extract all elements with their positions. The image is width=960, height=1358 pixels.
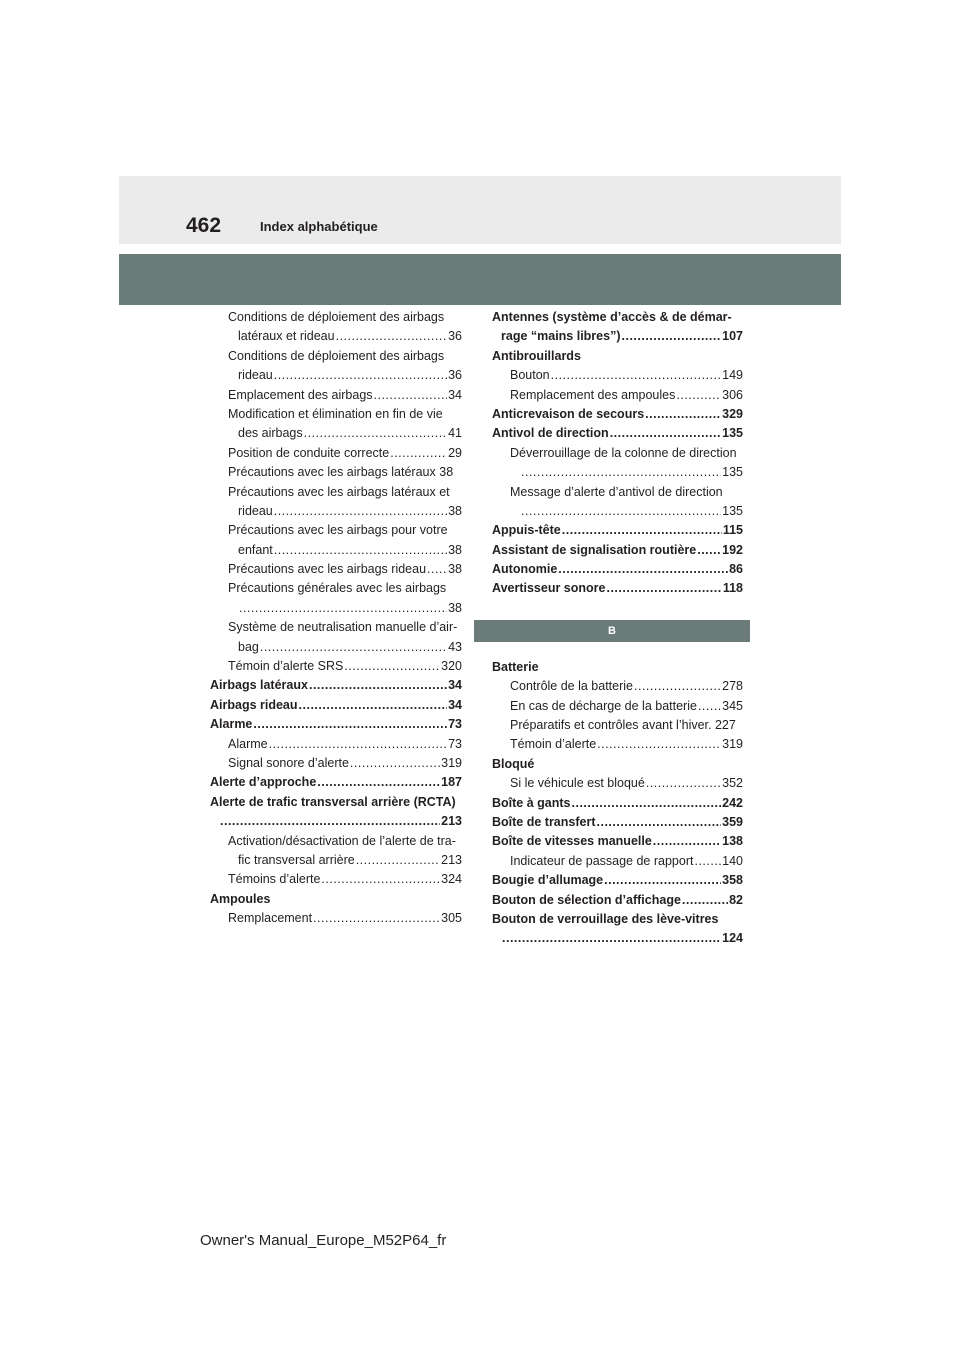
index-entry bbox=[492, 579, 743, 598]
index-entry bbox=[492, 794, 743, 813]
page-reference: 359 bbox=[722, 814, 743, 829]
index-entry bbox=[492, 424, 743, 443]
index-entry bbox=[210, 870, 462, 889]
index-entry bbox=[492, 386, 743, 405]
index-entry bbox=[210, 541, 462, 560]
dot-leader bbox=[521, 463, 721, 482]
entry-text: latéraux et rideau bbox=[238, 329, 335, 344]
dot-leader bbox=[558, 560, 728, 579]
letter-section-header: B bbox=[474, 620, 750, 642]
entry-text: Anticrevaison de secours bbox=[492, 406, 645, 421]
page-reference: 352 bbox=[722, 776, 743, 791]
dot-leader bbox=[274, 366, 447, 385]
index-heading bbox=[210, 793, 462, 812]
page-reference: 36 bbox=[448, 368, 462, 383]
entry-text: Antivol de direction bbox=[492, 426, 609, 441]
index-entry bbox=[492, 463, 743, 482]
index-column-right bbox=[492, 308, 743, 949]
dot-leader bbox=[606, 579, 721, 598]
entry-text: Antibrouillards bbox=[492, 348, 581, 363]
index-heading bbox=[210, 521, 462, 540]
entry-text: Précautions avec les airbags pour votre bbox=[228, 523, 448, 538]
entry-text: rage “mains libres”) bbox=[501, 329, 621, 344]
entry-text: Alerte d’approche bbox=[210, 775, 317, 790]
entry-text: des airbags bbox=[238, 426, 303, 441]
dot-leader bbox=[274, 541, 447, 560]
entry-text: En cas de décharge de la batterie bbox=[510, 698, 697, 713]
entry-text: Boîte à gants bbox=[492, 795, 571, 810]
dot-leader bbox=[350, 754, 440, 773]
index-entry bbox=[210, 638, 462, 657]
entry-text: Activation/désactivation de l’alerte de tra- bbox=[228, 833, 456, 848]
index-entry bbox=[210, 386, 462, 405]
index-heading bbox=[492, 308, 743, 327]
page-reference: 38 bbox=[448, 542, 462, 557]
index-heading bbox=[492, 347, 743, 366]
dot-leader bbox=[521, 502, 721, 521]
page-reference: 124 bbox=[722, 931, 743, 946]
entry-text: rideau bbox=[238, 368, 273, 383]
index-entry bbox=[210, 366, 462, 385]
dot-leader bbox=[698, 697, 721, 716]
index-heading bbox=[492, 910, 743, 929]
page-reference: 306 bbox=[722, 387, 743, 402]
entry-text: bag bbox=[238, 639, 259, 654]
dot-leader bbox=[694, 852, 721, 871]
index-heading bbox=[210, 405, 462, 424]
index-entry bbox=[210, 696, 462, 715]
header-band bbox=[119, 254, 841, 305]
dot-leader bbox=[299, 696, 448, 715]
entry-text: Emplacement des airbags bbox=[228, 387, 373, 402]
page-reference: 38 bbox=[448, 600, 462, 615]
entry-text: fic transversal arrière bbox=[238, 852, 355, 867]
entry-text: enfant bbox=[238, 542, 273, 557]
index-entry bbox=[210, 560, 462, 579]
index-entry bbox=[492, 502, 743, 521]
entry-text: Précautions générales avec les airbags bbox=[228, 581, 447, 596]
entry-text: Précautions avec les airbags latéraux bbox=[228, 465, 436, 480]
dot-leader bbox=[622, 327, 722, 346]
page-reference: 43 bbox=[448, 639, 462, 654]
dot-leader bbox=[321, 870, 440, 889]
entry-text: Témoin d’alerte SRS bbox=[228, 659, 344, 674]
index-entry bbox=[210, 327, 462, 346]
dot-leader bbox=[551, 366, 722, 385]
page-reference: 213 bbox=[441, 852, 462, 867]
index-entry bbox=[492, 813, 743, 832]
page-reference: 73 bbox=[448, 736, 462, 751]
page-number: 462 bbox=[186, 214, 222, 237]
index-entry bbox=[492, 871, 743, 890]
page-reference: 86 bbox=[729, 562, 743, 577]
index-entry bbox=[210, 773, 462, 792]
dot-leader bbox=[336, 327, 448, 346]
dot-leader bbox=[562, 521, 722, 540]
dot-leader bbox=[220, 812, 440, 831]
page-reference: 319 bbox=[441, 755, 462, 770]
index-entry bbox=[492, 405, 743, 424]
page-reference: 118 bbox=[722, 581, 743, 596]
dot-leader bbox=[427, 560, 447, 579]
index-heading bbox=[492, 483, 743, 502]
entry-text: Antennes (système d’accès & de démar- bbox=[492, 310, 732, 324]
dot-leader bbox=[645, 405, 721, 424]
page-reference: 34 bbox=[448, 678, 462, 693]
index-entry bbox=[492, 677, 743, 696]
entry-text: Indicateur de passage de rapport bbox=[510, 853, 694, 868]
index-entry bbox=[492, 541, 743, 560]
entry-text: Contrôle de la batterie bbox=[510, 679, 633, 694]
dot-leader bbox=[317, 773, 440, 792]
dot-leader bbox=[344, 657, 440, 676]
dot-leader bbox=[356, 851, 440, 870]
index-entry bbox=[210, 676, 462, 695]
entry-text: Signal sonore d’alerte bbox=[228, 755, 349, 770]
index-group-b bbox=[492, 658, 743, 949]
entry-text: Précautions avec les airbags rideau bbox=[228, 562, 427, 577]
page-reference: 329 bbox=[722, 406, 743, 421]
entry-text: Avertisseur sonore bbox=[492, 581, 606, 596]
page-reference: 41 bbox=[448, 426, 462, 441]
dot-leader bbox=[274, 502, 447, 521]
entry-text: Modification et élimination en fin de vie bbox=[228, 406, 443, 421]
entry-text: Témoin d’alerte bbox=[510, 737, 597, 752]
page-reference: 73 bbox=[448, 717, 462, 732]
dot-leader bbox=[313, 909, 440, 928]
index-entry bbox=[492, 327, 743, 346]
page-reference: 135 bbox=[722, 426, 743, 441]
page-reference: 305 bbox=[441, 911, 462, 926]
entry-text: Conditions de déploiement des airbags bbox=[228, 310, 445, 324]
dot-leader bbox=[653, 832, 721, 851]
index-heading bbox=[210, 579, 462, 598]
entry-text: Conditions de déploiement des airbags bbox=[228, 348, 445, 363]
page-reference: 38 bbox=[439, 465, 454, 480]
index-entry bbox=[492, 366, 743, 385]
index-entry bbox=[210, 735, 462, 754]
index-entry bbox=[210, 463, 462, 482]
index-entry bbox=[492, 891, 743, 910]
page-reference: 345 bbox=[722, 698, 743, 713]
page-reference: 38 bbox=[448, 503, 462, 518]
entry-text: Assistant de signalisation routière bbox=[492, 542, 697, 557]
page-reference: 38 bbox=[448, 562, 462, 577]
page-reference: 213 bbox=[441, 814, 462, 829]
header-top-band bbox=[119, 176, 841, 244]
entry-text: Boîte de vitesses manuelle bbox=[492, 834, 652, 849]
index-entry bbox=[210, 715, 462, 734]
entry-text: Si le véhicule est bloqué bbox=[510, 776, 645, 791]
index-entry bbox=[210, 444, 462, 463]
entry-text: Bouton de sélection d’affichage bbox=[492, 892, 681, 907]
dot-leader bbox=[390, 444, 447, 463]
index-heading bbox=[210, 308, 462, 327]
dot-leader bbox=[597, 813, 722, 832]
index-entry bbox=[492, 521, 743, 540]
entry-text: Airbags latéraux bbox=[210, 678, 308, 693]
page-reference: 320 bbox=[441, 659, 462, 674]
entry-text: Remplacement bbox=[228, 911, 313, 926]
page-reference: 34 bbox=[448, 697, 462, 712]
entry-text: Batterie bbox=[492, 659, 539, 674]
entry-text: Précautions avec les airbags latéraux et bbox=[228, 484, 450, 499]
entry-text: Boîte de transfert bbox=[492, 814, 596, 829]
page-reference: 138 bbox=[722, 834, 743, 849]
dot-leader bbox=[239, 599, 447, 618]
footer-document-id: Owner's Manual_Europe_M52P64_fr bbox=[200, 1232, 447, 1249]
page-reference: 227 bbox=[714, 718, 736, 733]
index-heading bbox=[210, 890, 462, 909]
index-entry bbox=[492, 774, 743, 793]
dot-leader bbox=[634, 677, 721, 696]
index-entry bbox=[210, 424, 462, 443]
entry-text: Déverrouillage de la colonne de direction bbox=[510, 445, 737, 460]
index-heading bbox=[210, 347, 462, 366]
entry-text: Ampoules bbox=[210, 891, 271, 906]
dot-leader bbox=[253, 715, 447, 734]
page-reference: 107 bbox=[722, 329, 743, 344]
entry-text: rideau bbox=[238, 503, 273, 518]
index-heading bbox=[492, 755, 743, 774]
section-title: Index alphabétique bbox=[260, 219, 378, 234]
dot-leader bbox=[502, 929, 721, 948]
index-entry bbox=[210, 812, 462, 831]
page-reference: 278 bbox=[722, 679, 743, 694]
page-reference: 115 bbox=[722, 523, 743, 538]
entry-text: Témoins d’alerte bbox=[228, 872, 321, 887]
entry-text: Bloqué bbox=[492, 756, 535, 771]
index-entry bbox=[492, 832, 743, 851]
index-entry bbox=[210, 754, 462, 773]
entry-text: Alerte de trafic transversal arrière (RCTA) bbox=[210, 794, 456, 809]
page-reference: 135 bbox=[722, 465, 743, 480]
entry-text: Bouton bbox=[510, 368, 550, 383]
page-reference: 319 bbox=[722, 737, 743, 752]
page-reference: 242 bbox=[722, 795, 743, 810]
dot-leader bbox=[597, 735, 721, 754]
index-entry bbox=[492, 852, 743, 871]
page-reference: 29 bbox=[448, 445, 462, 460]
dot-leader bbox=[676, 386, 721, 405]
index-heading bbox=[492, 658, 743, 677]
page-reference: 358 bbox=[722, 873, 743, 888]
index-entry bbox=[492, 735, 743, 754]
index-entry bbox=[210, 502, 462, 521]
page-reference: 34 bbox=[448, 387, 462, 402]
entry-text: Remplacement des ampoules bbox=[510, 387, 676, 402]
index-entry bbox=[210, 909, 462, 928]
entry-text: Alarme bbox=[210, 717, 253, 732]
index-entry bbox=[210, 851, 462, 870]
page-reference: 135 bbox=[722, 503, 743, 518]
dot-leader bbox=[646, 774, 721, 793]
index-group-a-continued bbox=[492, 308, 743, 599]
page-reference: 36 bbox=[448, 329, 462, 344]
index-entry bbox=[210, 599, 462, 618]
index-heading bbox=[210, 618, 462, 637]
index-entry bbox=[492, 716, 743, 735]
page-reference: 187 bbox=[441, 775, 462, 790]
index-entry bbox=[492, 560, 743, 579]
dot-leader bbox=[610, 424, 721, 443]
dot-leader bbox=[374, 386, 448, 405]
index-column-left bbox=[210, 308, 462, 929]
entry-text: Position de conduite correcte bbox=[228, 445, 390, 460]
dot-leader bbox=[309, 676, 447, 695]
entry-text: Autonomie bbox=[492, 562, 558, 577]
page-reference: 149 bbox=[722, 368, 743, 383]
page-reference: 140 bbox=[722, 853, 743, 868]
dot-leader bbox=[269, 735, 448, 754]
entry-text: Préparatifs et contrôles avant l’hiver. bbox=[510, 718, 712, 733]
page-reference: 192 bbox=[722, 542, 743, 557]
entry-text: Airbags rideau bbox=[210, 697, 298, 712]
index-heading bbox=[210, 483, 462, 502]
entry-text: Bougie d’allumage bbox=[492, 873, 604, 888]
entry-text: Appuis-tête bbox=[492, 523, 561, 538]
dot-leader bbox=[682, 891, 728, 910]
dot-leader bbox=[604, 871, 721, 890]
dot-leader bbox=[304, 424, 447, 443]
page-reference: 324 bbox=[441, 872, 462, 887]
entry-text: Alarme bbox=[228, 736, 268, 751]
entry-text: Système de neutralisation manuelle d’air- bbox=[228, 620, 458, 635]
dot-leader bbox=[260, 638, 447, 657]
index-heading bbox=[492, 444, 743, 463]
index-entry bbox=[492, 929, 743, 948]
index-entry bbox=[210, 657, 462, 676]
dot-leader bbox=[697, 541, 721, 560]
index-entry bbox=[492, 697, 743, 716]
page-reference: 82 bbox=[729, 892, 743, 907]
dot-leader bbox=[572, 794, 722, 813]
entry-text: Bouton de verrouillage des lève-vitres bbox=[492, 911, 719, 926]
entry-text: Message d’alerte d’antivol de direction bbox=[510, 484, 723, 499]
index-heading bbox=[210, 832, 462, 851]
